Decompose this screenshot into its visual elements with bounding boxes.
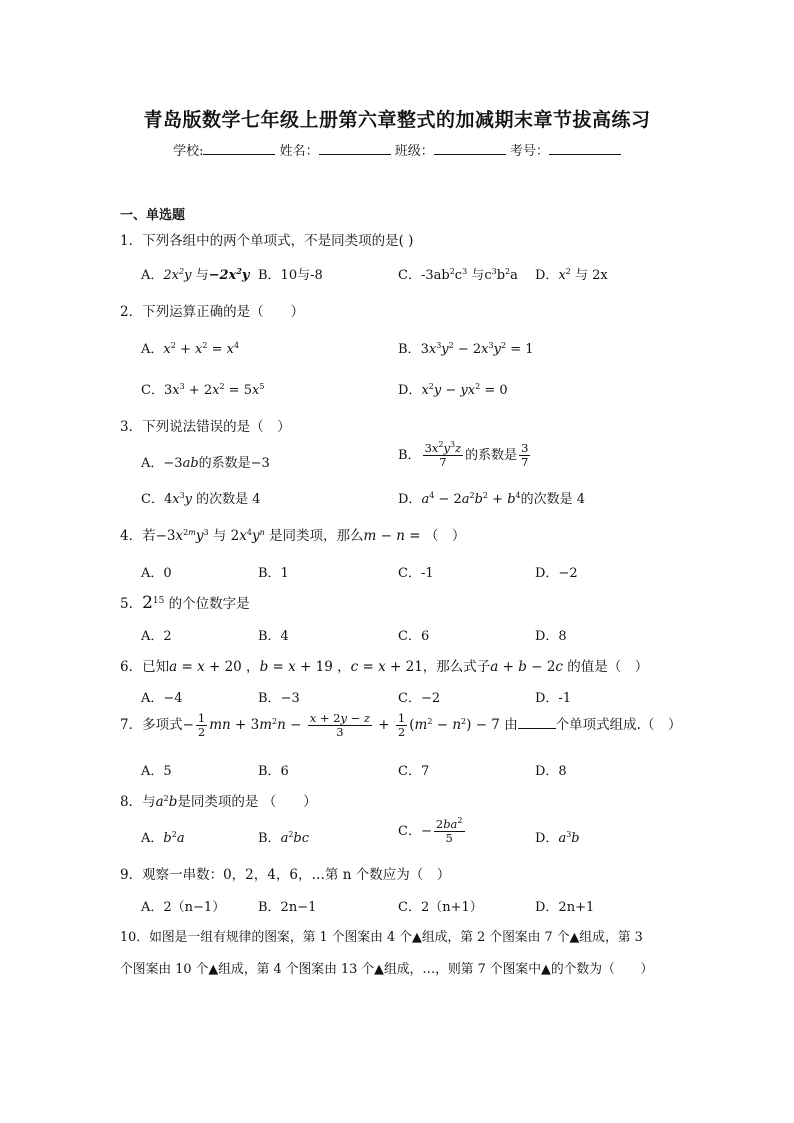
q8-option-a[interactable]: A．$b^2a$ (141, 830, 185, 846)
q2-option-a[interactable]: A．$x^2 + x^2 = x^4$ (141, 341, 240, 357)
question-7-stem: 7．多项式− $\frac{1}{2}$ mn + $3m^2n$ − $\frac{x + 2y - z}{3}$ + $\frac{1}{2}$ $(m^2 - n^2) - 7$ 由 个单项式组成.（ ） (120, 711, 682, 740)
q4-option-b[interactable]: B．1 (258, 566, 289, 581)
name-blank[interactable] (319, 142, 391, 155)
q6-option-b[interactable]: B．−3 (258, 691, 300, 706)
q7-option-b[interactable]: B．6 (258, 764, 289, 779)
q5-option-b[interactable]: B．4 (258, 629, 289, 644)
section-heading: 一、单选题 (120, 208, 186, 223)
q2-option-d[interactable]: D．$x^2y - yx^2 = 0$ (398, 382, 508, 398)
q4-option-c[interactable]: C．-1 (398, 566, 434, 581)
question-4-stem: 4．若$-3x^{2m}y^3$ 与 $2x^4y^n$ 是同类项，那么m − n = （ ） (120, 528, 466, 544)
q9-option-b[interactable]: B．2n−1 (258, 900, 317, 915)
page-title: 青岛版数学七年级上册第六章整式的加减期末章节拔高练习 (143, 109, 651, 131)
school-label: 学校: (173, 144, 204, 159)
question-2-stem: 2．下列运算正确的是（ ） (120, 304, 305, 320)
q7-option-a[interactable]: A．5 (141, 764, 172, 779)
q1-option-d[interactable]: D．$x^2$ 与 2x (535, 267, 608, 283)
class-blank[interactable] (434, 142, 506, 155)
q3-option-b[interactable]: B． $\frac{3x^2y^3z}{7}$ 的系数是 $\frac{3}{7}$ (398, 440, 529, 470)
q7-answer-blank[interactable] (518, 717, 556, 729)
q5-option-d[interactable]: D．8 (535, 629, 567, 644)
q3-option-c[interactable]: C．$4x^3y$ 的次数是 4 (141, 491, 261, 507)
q3-option-a[interactable]: A．−3ab的系数是−3 (141, 456, 270, 471)
q7-option-c[interactable]: C．7 (398, 764, 430, 779)
q6-option-d[interactable]: D．-1 (535, 691, 572, 706)
q6-option-c[interactable]: C．−2 (398, 691, 441, 706)
q8-option-b[interactable]: B．$a^2bc$ (258, 830, 310, 846)
question-10-stem-line-1: 10．如图是一组有规律的图案，第 1 个图案由 4 个▲组成，第 2 个图案由 7 个▲组成，第 3 (120, 930, 643, 945)
q8-option-d[interactable]: D．$a^3b$ (535, 830, 580, 846)
question-9-stem: 9．观察一串数：0，2，4，6，…第 n 个数应为（ ） (120, 867, 451, 883)
q1-option-a[interactable]: A．$2x^2y$ 与$-2x^2y$ (141, 266, 250, 283)
question-1-stem: 1．下列各组中的两个单项式，不是同类项的是( ) (120, 233, 414, 249)
name-label: 姓名： (279, 144, 319, 159)
exam-no-blank[interactable] (549, 142, 621, 155)
question-10-stem-line-2: 个图案由 10 个▲组成，第 4 个图案由 13 个▲组成，…，则第 7 个图案中▲的个数为（ ） (120, 962, 654, 977)
q8-option-c[interactable]: C．− $\frac{2ba^2}{5}$ (398, 816, 463, 846)
q3-option-d[interactable]: D．$a^4 - 2a^2b^2 + b^4$的次数是 4 (398, 491, 586, 507)
school-blank[interactable] (203, 142, 275, 155)
class-label: 班级： (394, 144, 434, 159)
q1-option-b[interactable]: B．10与-8 (258, 268, 323, 283)
q9-option-d[interactable]: D．2n+1 (535, 900, 595, 915)
q1-option-c[interactable]: C．$-3ab^2c^3$ 与$c^3b^2a$ (398, 267, 518, 283)
student-info-line (0, 140, 794, 159)
question-6-stem: 6．已知a = x + 20 ，b = x + 19 ，c = x + 21，那么式子a + b − 2c 的值是（ ） (120, 659, 649, 675)
q9-option-c[interactable]: C．2（n+1） (398, 900, 483, 915)
q2-option-b[interactable]: B．$3x^3y^2 - 2x^3y^2 = 1$ (398, 341, 534, 357)
q4-option-a[interactable]: A．0 (141, 566, 172, 581)
q6-option-a[interactable]: A．−4 (141, 691, 183, 706)
exam-no-label: 考号： (509, 144, 549, 159)
question-5-stem: 5．$2^{15}$ 的个位数字是 (120, 593, 250, 613)
question-8-stem: 8．与$a^2b$是同类项的是 （ ） (120, 794, 317, 810)
q4-option-d[interactable]: D．−2 (535, 566, 578, 581)
question-3-stem: 3．下列说法错误的是（ ） (120, 419, 291, 435)
q7-option-d[interactable]: D．8 (535, 764, 567, 779)
q5-option-c[interactable]: C．6 (398, 629, 430, 644)
q2-option-c[interactable]: C．$3x^3 + 2x^2 = 5x^5$ (141, 382, 265, 398)
q9-option-a[interactable]: A．2（n−1） (141, 900, 226, 915)
q5-option-a[interactable]: A．2 (141, 629, 172, 644)
